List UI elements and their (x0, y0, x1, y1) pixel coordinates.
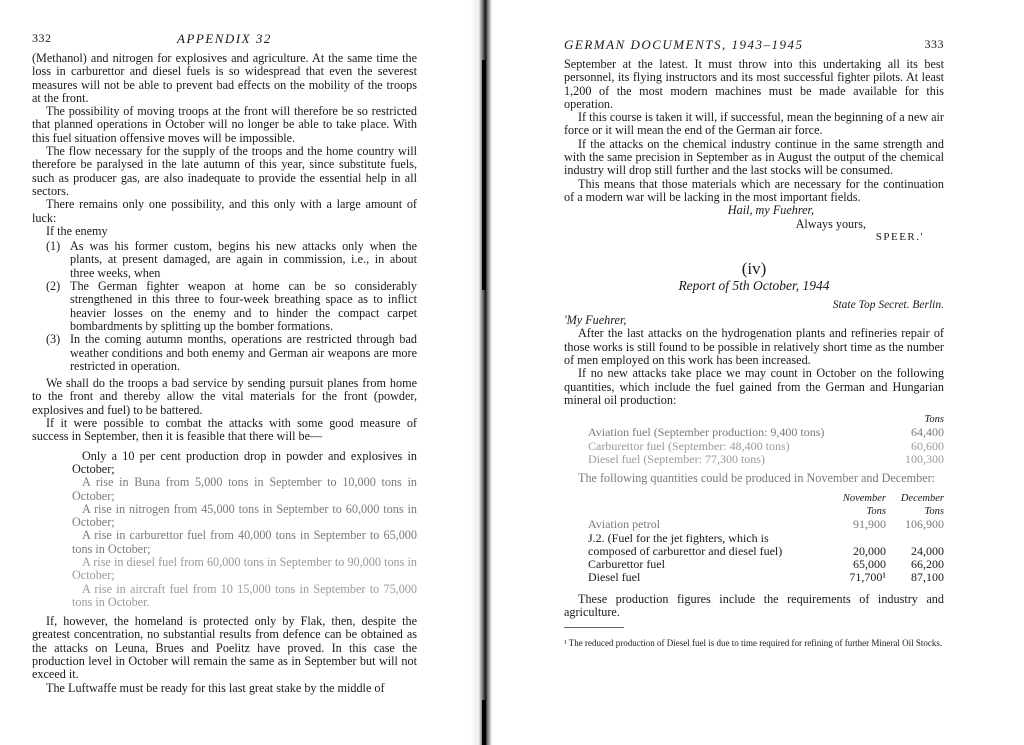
forecast-line: Only a 10 per cent production drop in powder and explosives in October; (72, 448, 417, 476)
right-paragraph: These production figures include the requirements of industry and agriculture. (564, 591, 944, 619)
table-unit-header: Tons (924, 505, 944, 517)
conditions-list (32, 240, 417, 373)
list-text: The German fighter weapon at home can be so considerably strengthened in this three to four-week breathing space as to inflict heavier losses on the enemy and to hinder the compact carpet bombardments by splitting up the bomber formations. (70, 279, 417, 333)
production-forecast-block (72, 450, 417, 610)
right-paragraph: September at the latest. It must throw into this undertaking all its best personnel, its flying instructors and its most successful fighter pilots. At least 1,200 of the most modern machines must be made available for this operation. (564, 57, 944, 111)
table-row (564, 532, 944, 559)
left-paragraph: The possibility of moving troops at the front will therefore be so restricted that planned operations in October will no longer be able to take place. With this fuel situation offensive moves will be impossible. (32, 104, 417, 145)
table-cell-label: Diesel fuel (588, 570, 641, 585)
signature: SPEER.' (875, 230, 924, 243)
left-paragraph: If, however, the homeland is protected only by Flak, then, despite the greatest concentration, no substantial results from defence can be obtained as the attacks on Leuna, Brues and Poelitz have proved. In this case the production level in October will remain the same as in September but will not exceed it. (32, 614, 417, 682)
table-cell-value: 91,900 (853, 517, 886, 532)
right-paragraph: If no new attacks take place we may count in October on the following quantities, which include the fuel gained from the German and Hungarian mineral oil production: (564, 366, 944, 407)
left-paragraph: We shall do the troops a bad service by sending pursuit planes from home to the front and thereby allow the vital materials for the front (powder, explosives and fuel) to be battered. (32, 376, 417, 417)
left-paragraph: If it were possible to combat the attacks with some good measure of success in September, then it is feasible that there will be— (32, 416, 417, 444)
table-unit-header: Tons (866, 505, 886, 517)
right-paragraph: If the attacks on the chemical industry continue in the same strength and with the same precision in September as in August the output of the chemical industry will drop still further and the last stocks will be consumed. (564, 136, 944, 178)
forecast-line: A rise in Buna from 5,000 tons in September to 10,000 tons in October; (72, 475, 417, 503)
section-title: Report of 5th October, 1944 (678, 278, 830, 294)
letter-closing (564, 204, 944, 244)
left-header (32, 32, 417, 50)
footnote-rule (564, 627, 624, 628)
table-row (564, 453, 944, 466)
list-number: (3) (46, 332, 61, 347)
right-running-head: GERMAN DOCUMENTS, 1943–1945 (564, 37, 804, 52)
section-number: (iv) (741, 259, 767, 279)
letter-opening: 'My Fuehrer, (564, 313, 627, 328)
table-header-row (564, 492, 944, 505)
left-page (0, 0, 488, 745)
table-col-header: December (900, 492, 944, 504)
table-cell-value: 65,000 (853, 557, 886, 572)
left-paragraph: The Luftwaffe must be ready for this last great stake by the middle of (46, 680, 385, 695)
right-page-number: 333 (924, 37, 944, 51)
right-paragraph: The following quantities could be produced in November and December: (578, 471, 936, 486)
left-paragraph: The flow necessary for the supply of the troops and the home country will therefore be paralysed in the late autumn of this year, since substitute fuels, such as producer gas, are also inadequate to provide the essential help in all sectors. (32, 144, 417, 198)
closing-phrase: Always yours, (795, 216, 866, 231)
table-cell-label: J.2. (Fuel for the jet fighters, which is composed of carburettor and diesel fuel) (588, 530, 783, 558)
october-fuel-table (564, 413, 944, 466)
left-paragraph: There remains only one possibility, and this only with a large amount of luck: (32, 197, 417, 225)
table-cell-label: Aviation fuel (September production: 9,400 tons) (588, 425, 825, 440)
table-cell-value: 106,900 (905, 517, 944, 532)
footnote: ¹ The reduced production of Diesel fuel is due to time required for refining of further Mineral Oil Stocks. (564, 638, 943, 649)
list-number: (2) (46, 279, 61, 294)
salutation: Hail, my Fuehrer, (727, 203, 814, 218)
table-cell-label: Aviation petrol (588, 517, 661, 532)
table-cell-value: 66,200 (911, 557, 944, 572)
list-text: As was his former custom, begins his new attacks only when the plants, at present damaged, are again in commission, i.e., in about three weeks, when (70, 239, 417, 280)
forecast-line: A rise in nitrogen from 45,000 tons in September to 60,000 tons in October; (72, 501, 417, 530)
table-col-header: November (842, 492, 886, 504)
forecast-line: A rise in diesel fuel from 60,000 tons in September to 90,000 tons in October; (72, 554, 417, 583)
right-paragraph: After the last attacks on the hydrogenation plants and refineries repair of those works is still found to be possible in relatively short time as the number of men employed on this work has been increased. (564, 326, 944, 367)
table-unit-header: Tons (924, 414, 944, 426)
table-row (564, 440, 944, 453)
table-cell-value: 87,100 (911, 570, 944, 585)
table-row (564, 518, 944, 531)
gutter-shadow (482, 60, 486, 290)
right-page (492, 0, 1024, 745)
left-paragraph: (Methanol) and nitrogen for explosives and agriculture. At the same time the loss in carburettor and diesel fuels is so widespread that even the severest measures will not be able to prevent bad effects on the mobility of the troops at the front. (32, 51, 417, 105)
table-cell-value: 60,600 (911, 438, 944, 453)
table-cell-label: Diesel fuel (September: 77,300 tons) (588, 452, 765, 467)
list-text: In the coming autumn months, operations are restricted through bad weather conditions and both enemy and German air weapons are more restricted in operation. (70, 332, 417, 373)
right-paragraph: If this course is taken it will, if successful, mean the beginning of a new air force or it will mean the end of the German air force. (564, 110, 944, 138)
right-paragraph: This means that those materials which are necessary for the continuation of a modern war will be lacking in the most important fields. (564, 176, 944, 204)
table-cell-value: 64,400 (911, 425, 944, 440)
right-text-column (564, 38, 944, 649)
table-row (564, 571, 944, 584)
table-header-row (564, 413, 944, 426)
forecast-line: A rise in aircraft fuel from 10 15,000 tons in September to 75,000 tons in October. (72, 581, 417, 609)
list-item (46, 280, 417, 333)
left-page-number: 332 (32, 31, 52, 45)
table-cell-label: Carburettor fuel (September: 48,400 tons) (588, 438, 790, 453)
list-item (46, 333, 417, 373)
table-cell-value: 100,300 (905, 452, 944, 467)
nov-dec-fuel-table (564, 492, 944, 585)
classification-stamp: State Top Secret. Berlin. (832, 298, 944, 311)
left-text-column (32, 32, 417, 695)
right-header (564, 38, 944, 56)
table-unit-row (564, 505, 944, 518)
left-running-head: APPENDIX 32 (177, 31, 272, 46)
list-item (46, 240, 417, 280)
table-cell-value: 71,700¹ (849, 570, 886, 585)
table-cell-value: 20,000 (853, 543, 886, 558)
table-row (564, 558, 944, 571)
if-enemy-line: If the enemy (46, 223, 108, 238)
list-number: (1) (46, 239, 61, 254)
gutter-shadow (482, 700, 486, 745)
table-row (564, 426, 944, 439)
forecast-line: A rise in carburettor fuel from 40,000 tons in September to 65,000 tons in October; (72, 528, 417, 556)
table-cell-value: 24,000 (911, 543, 944, 558)
book-gutter (470, 0, 492, 745)
table-cell-label: Carburettor fuel (588, 557, 665, 572)
